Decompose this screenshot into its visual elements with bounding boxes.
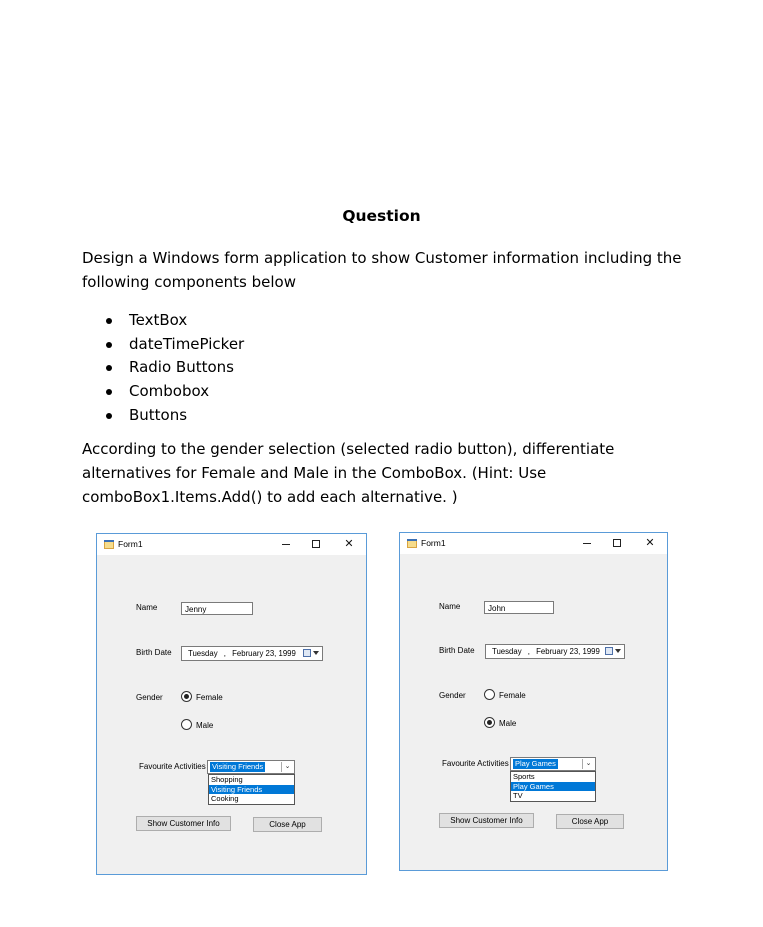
activities-combobox[interactable]: Play Games ⌄ [510,757,596,771]
minimize-button[interactable] [279,537,293,551]
close-icon[interactable]: ✕ [645,537,655,549]
maximize-button[interactable] [309,537,323,551]
dropdown-option[interactable]: TV [513,791,523,800]
female-radio-label: Female [196,693,223,702]
title-bar [400,533,667,554]
form-window-male [399,532,668,871]
name-label: Name [439,602,461,611]
list-item: Buttons [104,404,244,428]
close-app-button[interactable]: Close App [556,814,624,829]
male-radio[interactable] [181,719,192,730]
list-item: TextBox [104,309,244,333]
birth-date-picker[interactable]: Tuesday , February 23, 1999 [181,646,323,661]
activities-label: Favourite Activities [442,759,509,768]
bullet-icon [106,318,112,324]
maximize-button[interactable] [610,536,624,550]
name-textbox[interactable]: John [484,601,554,614]
bullet-icon [106,342,112,348]
bullet-icon [106,413,112,419]
activities-dropdown-list [208,774,295,805]
list-item: Radio Buttons [104,356,244,380]
form-app-icon [104,540,114,549]
male-radio-label: Male [499,719,517,728]
calendar-dropdown-icon[interactable] [605,647,621,656]
component-list [104,309,244,427]
minimize-button[interactable] [580,536,594,550]
show-customer-info-button[interactable]: Show Customer Info [439,813,534,828]
list-item: dateTimePicker [104,333,244,357]
dropdown-option-highlighted[interactable]: Visiting Friends [209,785,294,795]
dropdown-option[interactable]: Shopping [211,775,243,784]
question-title: Question [342,207,421,225]
birth-date-picker[interactable]: Tuesday , February 23, 1999 [485,644,625,659]
window-title: Form1 [118,539,143,549]
birth-date-label: Birth Date [439,646,475,655]
close-app-button[interactable]: Close App [253,817,322,832]
hint-paragraph: According to the gender selection (selected radio button), differentiate alternatives for Female and Male in the ComboBox. (Hint: Use comboBox1.Items.Add() to add each alternative. ) [82,440,615,506]
name-textbox[interactable]: Jenny [181,602,253,615]
bullet-icon [106,365,112,371]
name-label: Name [136,603,158,612]
activities-label: Favourite Activities [139,762,206,771]
gender-label: Gender [439,691,466,700]
male-radio-label: Male [196,721,214,730]
chevron-down-icon[interactable]: ⌄ [582,759,594,769]
birth-date-label: Birth Date [136,648,172,657]
calendar-dropdown-icon[interactable] [303,649,319,658]
gender-label: Gender [136,693,163,702]
intro-paragraph: Design a Windows form application to show Customer information including the following components below [82,249,682,291]
activities-dropdown-list [510,771,596,802]
dropdown-option[interactable]: Sports [513,772,535,781]
female-radio[interactable] [181,691,192,702]
close-icon[interactable]: ✕ [344,538,354,550]
female-radio-label: Female [499,691,526,700]
title-bar [97,534,366,555]
window-title: Form1 [421,538,446,548]
activities-combobox[interactable]: Visiting Friends ⌄ [207,760,295,774]
form-app-icon [407,539,417,548]
list-item: Combobox [104,380,244,404]
show-customer-info-button[interactable]: Show Customer Info [136,816,231,831]
form-window-female [96,533,367,875]
dropdown-option-highlighted[interactable]: Play Games [511,782,595,792]
dropdown-option[interactable]: Cooking [211,794,239,803]
chevron-down-icon[interactable]: ⌄ [281,762,293,772]
male-radio[interactable] [484,717,495,728]
female-radio[interactable] [484,689,495,700]
bullet-icon [106,389,112,395]
